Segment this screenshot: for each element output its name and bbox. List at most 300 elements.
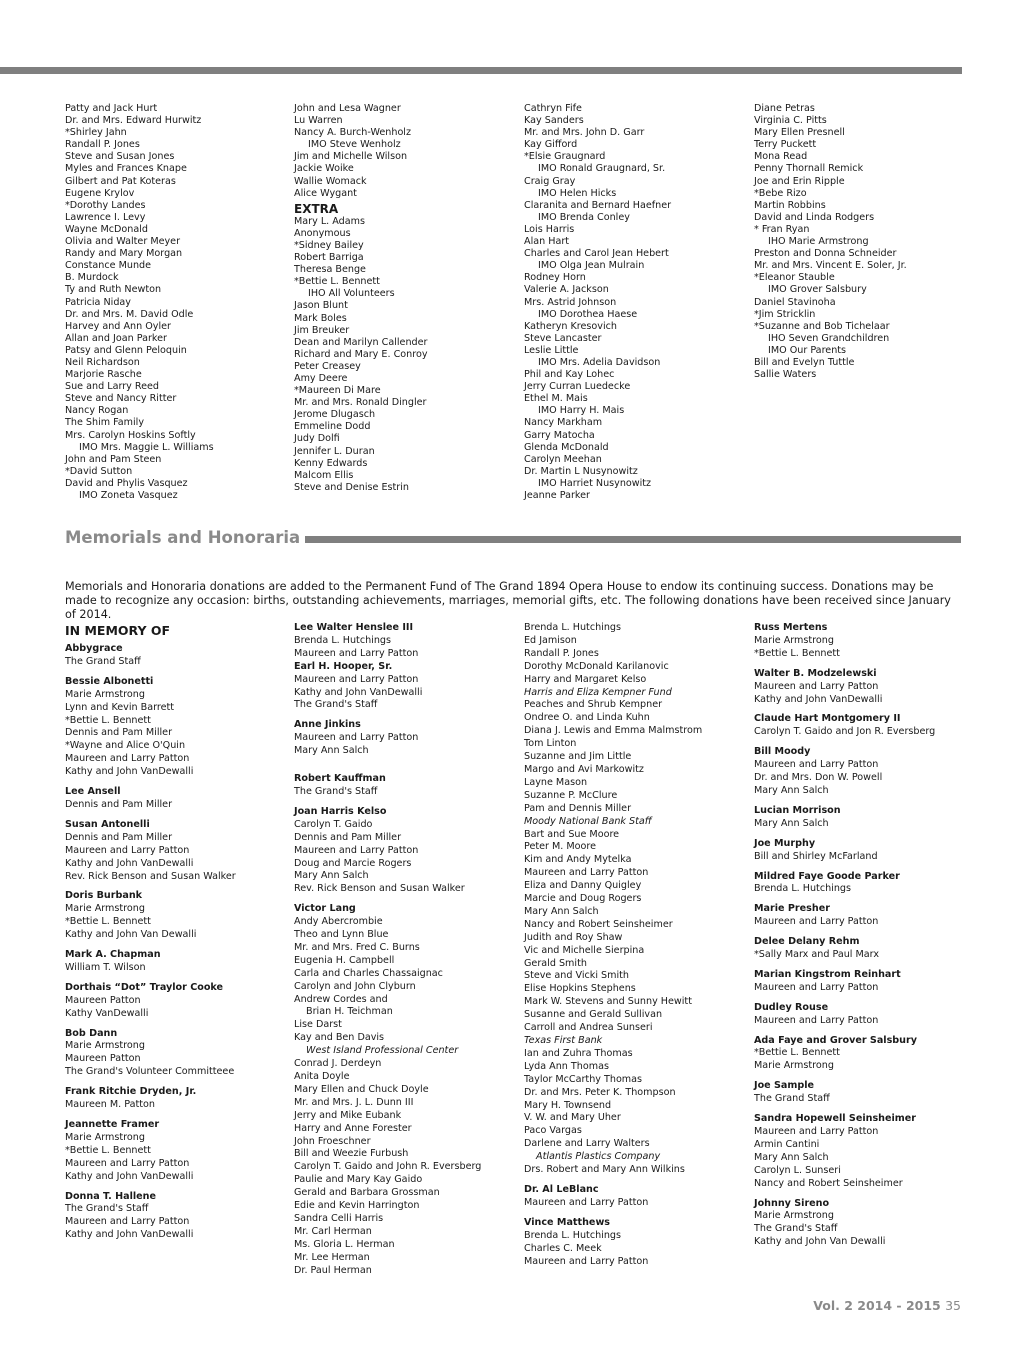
entry-line: Randall P. Jones [65,139,140,151]
entry-line: Edie and Kevin Harrington [294,1200,420,1212]
entry-heading: Walter B. Modzelewski [754,667,877,679]
entry-heading: Dorthais “Dot” Traylor Cooke [65,981,224,993]
entry-line: Marie Armstrong [65,903,145,915]
entry-line: Mr. and Mrs. Vincent E. Soler, Jr. [754,260,907,272]
entry-line: Leslie Little [524,344,579,356]
entry-line: Virginia C. Pitts [754,115,827,127]
entry-line: Carolyn T. Gaido and Jon R. Eversberg [754,726,936,738]
entry-line: Robert Barriga [294,252,364,264]
entry-line: Brenda L. Hutchings [524,622,622,633]
entry-line: Harvey and Ann Oyler [65,320,171,332]
entry-line: Maureen Patton [65,994,141,1006]
entry-line: Mr. Lee Herman [294,1251,370,1263]
entry-line: Diana J. Lewis and Emma Malmstrom [524,725,703,737]
memorial-column-3 [524,622,702,1268]
entry-line: Maureen and Larry Patton [524,1255,649,1267]
entry-line: Layne Mason [524,776,588,788]
entry-line: Steve and Denise Estrin [294,481,409,493]
entry-line: *Suzanne and Bob Tichelaar [754,320,890,332]
entry-line: Kay and Ben Davis [294,1032,385,1044]
entry-line: Gerald Smith [524,957,587,969]
donor-column-1 [65,103,214,502]
entry-heading: Mildred Faye Goode Parker [754,870,900,882]
entry-line: Maureen and Larry Patton [65,1157,190,1169]
entry-line: Kathy and John VanDewalli [65,1229,194,1241]
entry-line: Mr. and Mrs. J. L. Dunn III [294,1096,414,1108]
entry-line: IMO Helen Hicks [538,187,617,199]
entry-line: Kathy and John VanDewalli [65,766,194,778]
entry-line: Eliza and Danny Quigley [524,880,642,892]
entry-heading: Abbygrace [65,643,123,654]
entry-line: Margo and Avi Markowitz [524,763,644,775]
entry-line: Peter Creasey [294,360,361,372]
entry-line: Alan Hart [524,236,570,248]
entry-line: Lise Darst [294,1019,342,1031]
entry-heading: Vince Matthews [524,1216,611,1228]
memorial-column-1 [65,623,236,1242]
entry-line: Wallie Womack [294,175,367,187]
entry-line: *Bettie L. Bennett [754,1047,840,1059]
entry-line: Maureen and Larry Patton [754,981,879,993]
entry-line: Valerie A. Jackson [524,284,609,296]
entry-line: Maureen and Larry Patton [524,1196,649,1208]
entry-line: Maureen and Larry Patton [294,844,419,856]
page-footer [813,1298,961,1313]
section-intro: Memorials and Honoraria donations are added to the Permanent Fund of The Grand 1894 Opera House to endow its continuing success. Donations may be made to recognize any occasion: births, outstanding achievements, marriages, memorial gifts, etc. The following donations have been received since January of 2014. [65,580,951,621]
entry-line: Carolyn T. Gaido [294,818,373,830]
entry-line: Jerry and Mike Eubank [294,1109,402,1121]
entry-line: The Grand's Staff [294,785,378,797]
entry-line: Patty and Jack Hurt [65,103,158,114]
entry-line: *Bettie L. Bennett [65,714,151,726]
entry-line: Mary Ann Salch [754,817,829,829]
entry-heading: Donna T. Hallene [65,1190,157,1202]
entry-line: The Grand Staff [65,655,141,667]
entry-line: *Jim Stricklin [754,308,816,320]
entry-line: Martin Robbins [754,199,826,211]
entry-heading: Bessie Albonetti [65,675,154,687]
spacer [294,758,481,766]
entry-line: Maureen and Larry Patton [65,1216,190,1228]
entry-line: Penny Thornall Remick [754,163,864,175]
entry-line: Kay Sanders [524,115,584,127]
entry-line: Theresa Benge [294,264,366,276]
entry-line: Carroll and Andrea Sunseri [524,1022,653,1034]
entry-line: Suzanne P. McClure [524,789,618,801]
entry-line: Richard and Mary E. Conroy [294,348,428,360]
entry-line: Kathy and John VanDewalli [65,857,194,869]
entry-line: Mark Boles [294,312,347,324]
entry-line: David and Phylis Vasquez [65,477,188,489]
entry-line: Mary Ann Salch [294,745,369,757]
entry-line: Alice Wygant [294,187,357,199]
entry-line: Dennis and Pam Miller [65,831,173,843]
entry-line: William T. Wilson [65,961,146,973]
entry-line: Paulie and Mary Kay Gaido [294,1174,423,1186]
entry-line: IHO Seven Grandchildren [768,332,890,344]
entry-line: *Wayne and Alice O'Quin [65,740,186,752]
entry-line: Kathy and John VanDewalli [65,1170,194,1182]
entry-line: B. Murdock [65,272,119,284]
entry-line: Drs. Robert and Mary Ann Wilkins [524,1164,685,1176]
entry-line: Kim and Andy Mytelka [524,854,632,866]
entry-line: Constance Munde [65,260,152,272]
entry-line: Kathy and John VanDewalli [294,686,423,698]
entry-line: Maureen Patton [65,1053,141,1065]
entry-line: Brenda L. Hutchings [754,883,852,895]
entry-line: Rev. Rick Benson and Susan Walker [294,883,465,895]
entry-line: Dr. and Mrs. Don W. Powell [754,772,883,784]
memorial-column-4 [754,622,935,1249]
entry-line: The Grand's Staff [294,699,378,711]
entry-line: Jackie Woike [294,163,354,175]
entry-line: Dean and Marilyn Callender [294,336,428,348]
page-number: 35 [945,1298,961,1313]
donor-column-2 [294,103,428,494]
entry-line: Ondree O. and Linda Kuhn [524,712,650,724]
entry-line: Daniel Stavinoha [754,296,836,308]
entry-line: Preston and Donna Schneider [754,248,897,260]
entry-line: Jim and Michelle Wilson [294,151,408,163]
entry-line: Mark W. Stevens and Sunny Hewitt [524,996,692,1008]
entry-line: Ethel M. Mais [524,393,588,405]
entry-line: Sue and Larry Reed [65,381,160,393]
entry-heading: Earl H. Hooper, Sr. [294,660,393,672]
entry-line: IHO All Volunteers [308,288,395,300]
entry-line: IMO Dorothea Haese [538,308,638,320]
entry-heading: Robert Kauffman [294,773,386,785]
entry-line: Ty and Ruth Newton [65,284,162,296]
entry-line: *Bettie L. Bennett [754,647,840,659]
entry-line: Maureen and Larry Patton [754,916,879,928]
entry-line: Myles and Frances Knape [65,163,187,175]
entry-line: *Shirley Jahn [65,127,127,139]
entry-line: Maureen and Larry Patton [754,680,879,692]
entry-line: *Bettie L. Bennett [294,276,380,288]
entry-line: Theo and Lynn Blue [294,929,389,941]
entry-line: IMO Brenda Conley [538,211,630,223]
entry-line: Mary Ann Salch [754,784,829,796]
entry-line: Dr. Paul Herman [294,1264,372,1276]
entry-heading: Sandra Hopewell Seinsheimer [754,1113,917,1125]
entry-heading: Marian Kingstrom Reinhart [754,968,901,980]
entry-line: Randall P. Jones [524,647,599,659]
entry-heading: Bill Moody [754,746,811,758]
entry-line: Kathy and John VanDewalli [754,693,883,705]
entry-heading: Joe Sample [754,1080,815,1092]
entry-line: Lois Harris [524,223,575,235]
entry-line: Carolyn T. Gaido and John R. Eversberg [294,1161,482,1173]
entry-line: Marjorie Rasche [65,369,142,381]
entry-line: IHO Marie Armstrong [768,236,869,248]
entry-line: Dr. Martin L Nusynowitz [524,465,638,477]
entry-line: IMO Ronald Graugnard, Sr. [538,163,666,175]
entry-line: West Island Professional Center [306,1045,459,1057]
entry-line: Marie Armstrong [754,1210,834,1222]
entry-line: IMO Mrs. Maggie L. Williams [79,441,214,453]
entry-line: Marie Armstrong [65,1131,145,1143]
donor-column-3 [524,103,671,502]
entry-line: Nancy A. Burch-Wenholz [294,127,412,139]
entry-line: IMO Mrs. Adelia Davidson [538,356,661,368]
entry-line: The Shim Family [65,417,144,429]
entry-heading: Joan Harris Kelso [294,805,387,817]
entry-line: Maureen and Larry Patton [294,647,419,659]
entry-line: Anonymous [294,227,351,239]
entry-heading: Frank Ritchie Dryden, Jr. [65,1086,197,1098]
entry-line: Carolyn L. Sunseri [754,1164,841,1176]
entry-heading: Delee Delany Rehm [754,936,860,948]
entry-heading: Dr. Al LeBlanc [524,1183,599,1195]
entry-line: IMO Olga Jean Mulrain [538,260,645,272]
entry-line: Claranita and Bernard Haefner [524,199,672,211]
entry-line: Joe and Erin Ripple [754,175,845,187]
entry-line: *Bettie L. Bennett [65,1144,151,1156]
entry-line: Patricia Niday [65,296,131,308]
entry-line: Ms. Gloria L. Herman [294,1238,395,1250]
entry-line: Marie Armstrong [65,688,145,700]
entry-line: Craig Gray [524,175,576,187]
entry-line: Kathy and John Van Dewalli [754,1236,886,1248]
entry-line: Garry Matocha [524,429,595,441]
entry-line: Glenda McDonald [524,441,609,453]
memorial-column-2 [294,622,481,1278]
entry-line: Mr. Carl Herman [294,1225,372,1237]
entry-line: Jerry Curran Luedecke [524,381,631,393]
entry-line: Brenda L. Hutchings [294,634,392,646]
entry-line: Mr. and Mrs. Ronald Dingler [294,397,427,409]
entry-line: Mary L. Adams [294,215,365,227]
entry-line: Mona Read [754,151,808,163]
entry-line: Paco Vargas [524,1125,582,1137]
entry-line: Nancy and Robert Seinsheimer [524,918,673,930]
entry-heading: Lucian Morrison [754,804,841,816]
entry-line: Kenny Edwards [294,457,368,469]
entry-line: Rev. Rick Benson and Susan Walker [65,870,236,882]
entry-line: Conrad J. Derdeyn [294,1058,382,1070]
entry-line: Maureen and Larry Patton [65,753,190,765]
entry-line: Jennifer L. Duran [294,445,375,457]
entry-line: The Grand's Staff [754,1223,838,1235]
entry-line: Dr. and Mrs. Edward Hurwitz [65,115,202,127]
entry-line: *Sidney Bailey [294,239,364,251]
entry-line: Peter M. Moore [524,841,597,853]
entry-heading: Dudley Rouse [754,1001,829,1013]
entry-line: Allan and Joan Parker [65,332,167,344]
entry-heading: Joe Murphy [754,837,816,849]
entry-line: John Froeschner [294,1135,371,1147]
entry-line: Taylor McCarthy Thomas [524,1073,643,1085]
entry-line: Wayne McDonald [65,223,148,235]
entry-line: Suzanne and Jim Little [524,751,632,763]
entry-line: Maureen M. Patton [65,1099,155,1111]
entry-line: Vic and Michelle Sierpina [524,944,645,956]
entry-line: Carla and Charles Chassaignac [294,967,443,979]
entry-line: Gilbert and Pat Koteras [65,175,176,187]
entry-line: Steve Lancaster [524,332,602,344]
entry-line: Mary Ann Salch [524,905,599,917]
entry-heading: Claude Hart Montgomery II [754,713,901,725]
entry-line: Mary Ann Salch [294,870,369,882]
entry-line: Dr. and Mrs. Peter K. Thompson [524,1086,676,1098]
entry-line: IMO Harry H. Mais [538,405,625,417]
entry-line: The Grand's Staff [65,1203,149,1215]
entry-line: Kathy and John Van Dewalli [65,929,197,941]
entry-line: Harris and Eliza Kempner Fund [524,686,672,698]
entry-line: * Fran Ryan [754,223,810,235]
entry-line: Susanne and Gerald Sullivan [524,1009,663,1021]
section-title: Memorials and Honoraria [65,528,301,547]
entry-line: Jeanne Parker [524,490,590,501]
entry-line: Randy and Mary Morgan [65,248,183,260]
entry-line: Atlantis Plastics Company [536,1151,661,1163]
entry-heading: Lee Walter Henslee III [294,622,414,633]
entry-line: Steve and Susan Jones [65,151,175,163]
entry-line: *Dorothy Landes [65,199,146,211]
entry-line: Jim Breuker [294,324,350,336]
entry-line: Maureen and Larry Patton [294,673,419,685]
entry-line: Neil Richardson [65,356,140,368]
entry-line: Jerome Dlugasch [294,409,376,421]
entry-heading: Ada Faye and Grover Salsbury [754,1034,917,1046]
entry-line: Steve and Vicki Smith [524,970,629,982]
entry-heading: Susan Antonelli [65,818,150,830]
entry-line: Carolyn and John Clyburn [294,980,416,992]
entry-line: Dennis and Pam Miller [65,798,173,810]
entry-line: Harry and Margaret Kelso [524,673,647,685]
entry-heading: Bob Dann [65,1027,118,1039]
in-memory-heading: IN MEMORY OF [65,623,171,638]
entry-line: Ian and Zuhra Thomas [524,1047,633,1059]
entry-line: Harry and Anne Forester [294,1122,412,1134]
entry-line: Bart and Sue Moore [524,828,620,840]
entry-line: Judy Dolfi [294,433,340,445]
entry-line: Armin Cantini [754,1138,820,1150]
entry-line: Nancy Markham [524,417,603,429]
entry-line: Mr. and Mrs. John D. Garr [524,127,645,139]
entry-line: Steve and Nancy Ritter [65,393,177,405]
entry-line: Doug and Marcie Rogers [294,857,412,869]
entry-line: Gerald and Barbara Grossman [294,1187,440,1199]
entry-line: Anita Doyle [294,1071,350,1082]
entry-line: Emmeline Dodd [294,421,371,433]
entry-line: IMO Our Parents [768,344,847,356]
entry-line: Mr. and Mrs. Fred C. Burns [294,941,420,953]
entry-line: Bill and Evelyn Tuttle [754,356,855,368]
entry-line: Marie Armstrong [754,634,834,646]
entry-line: IMO Steve Wenholz [308,139,401,151]
entry-line: Carolyn Meehan [524,453,602,465]
entry-line: Judith and Roy Shaw [524,931,623,943]
entry-line: Lyda Ann Thomas [524,1060,609,1072]
volume-label: Vol. 2 2014 - 2015 [813,1298,941,1313]
entry-line: Eugene Krylov [65,187,135,199]
entry-line: Patsy and Glenn Peloquin [65,344,187,356]
entry-line: Andrew Cordes and [294,993,388,1005]
entry-line: IMO Grover Salsbury [768,284,867,296]
entry-line: Mrs. Carolyn Hoskins Softly [65,429,196,441]
entry-line: Texas First Bank [524,1035,603,1046]
entry-line: Kay Gifford [524,139,578,151]
entry-line: Mary Ellen Presnell [754,127,845,139]
entry-line: Terry Puckett [754,139,817,151]
entry-line: Bill and Weezie Furbush [294,1148,409,1160]
entry-line: Eugenia H. Campbell [294,954,395,966]
entry-line: Bill and Shirley McFarland [754,850,878,862]
entry-line: Sallie Waters [754,369,817,381]
entry-line: Lawrence I. Levy [65,211,146,223]
entry-line: *David Sutton [65,465,133,477]
entry-line: Marie Armstrong [754,1060,834,1072]
entry-line: John and Lesa Wagner [294,103,401,114]
entry-line: David and Linda Rodgers [754,211,875,223]
entry-line: Moody National Bank Staff [524,815,652,827]
entry-line: Brian H. Teichman [306,1006,393,1018]
entry-line: The Grand's Volunteer Committeee [65,1066,235,1078]
entry-line: Mary Ann Salch [754,1151,829,1163]
entry-line: The Grand Staff [754,1093,830,1105]
entry-line: Tom Linton [524,738,577,750]
entry-line: Lu Warren [294,115,343,127]
entry-line: Cathryn Fife [524,103,582,114]
entry-line: Kathy VanDewalli [65,1007,149,1019]
entry-line: Mary Ellen and Chuck Doyle [294,1083,429,1095]
entry-line: Elise Hopkins Stephens [524,983,636,995]
entry-line: *Bebe Rizo [754,187,807,199]
entry-line: Maureen and Larry Patton [754,1126,879,1137]
entry-line: *Elsie Graugnard [524,151,606,163]
entry-line: John and Pam Steen [65,453,162,465]
entry-line: Brenda L. Hutchings [524,1229,622,1241]
entry-line: Amy Deere [294,372,348,384]
entry-line: Peaches and Shrub Kempner [524,699,663,711]
entry-heading: Russ Mertens [754,622,828,633]
entry-line: Maureen and Larry Patton [65,844,190,856]
entry-line: Mary H. Townsend [524,1099,612,1111]
entry-line: Rodney Horn [524,272,586,284]
entry-line: Charles and Carol Jean Hebert [524,248,669,260]
entry-line: *Eleanor Stauble [754,272,835,284]
entry-line: Maureen and Larry Patton [754,759,879,771]
entry-line: Charles C. Meek [524,1242,602,1254]
entry-line: Dorothy McDonald Karilanovic [524,660,669,672]
entry-line: Darlene and Larry Walters [524,1138,650,1150]
entry-line: Malcom Ellis [294,469,354,481]
entry-heading: Anne Jinkins [294,719,361,731]
entry-line: *Maureen Di Mare [294,385,381,397]
entry-line: Mrs. Astrid Johnson [524,296,617,308]
entry-heading: Lee Ansell [65,786,121,798]
entry-line: Dennis and Pam Miller [294,831,402,843]
entry-line: Diane Petras [754,103,815,114]
entry-line: Marie Armstrong [65,1040,145,1052]
section-rule [305,536,961,543]
entry-line: Katheryn Kresovich [524,320,617,332]
entry-line: Phil and Kay Lohec [524,369,615,381]
entry-heading: Jeannette Framer [65,1119,160,1130]
entry-line: Nancy Rogan [65,405,129,417]
entry-heading: Doris Burbank [65,890,143,902]
entry-line: Dr. and Mrs. M. David Odle [65,308,194,320]
entry-line: Ed Jamison [524,634,577,646]
entry-line: Pam and Dennis Miller [524,802,632,814]
entry-heading: Johnny Sireno [754,1197,830,1209]
entry-line: Dennis and Pam Miller [65,727,173,739]
entry-line: V. W. and Mary Uher [524,1112,621,1124]
entry-heading: Marie Presher [754,903,830,915]
entry-line: Lynn and Kevin Barrett [65,701,175,713]
entry-line: *Bettie L. Bennett [65,916,151,928]
